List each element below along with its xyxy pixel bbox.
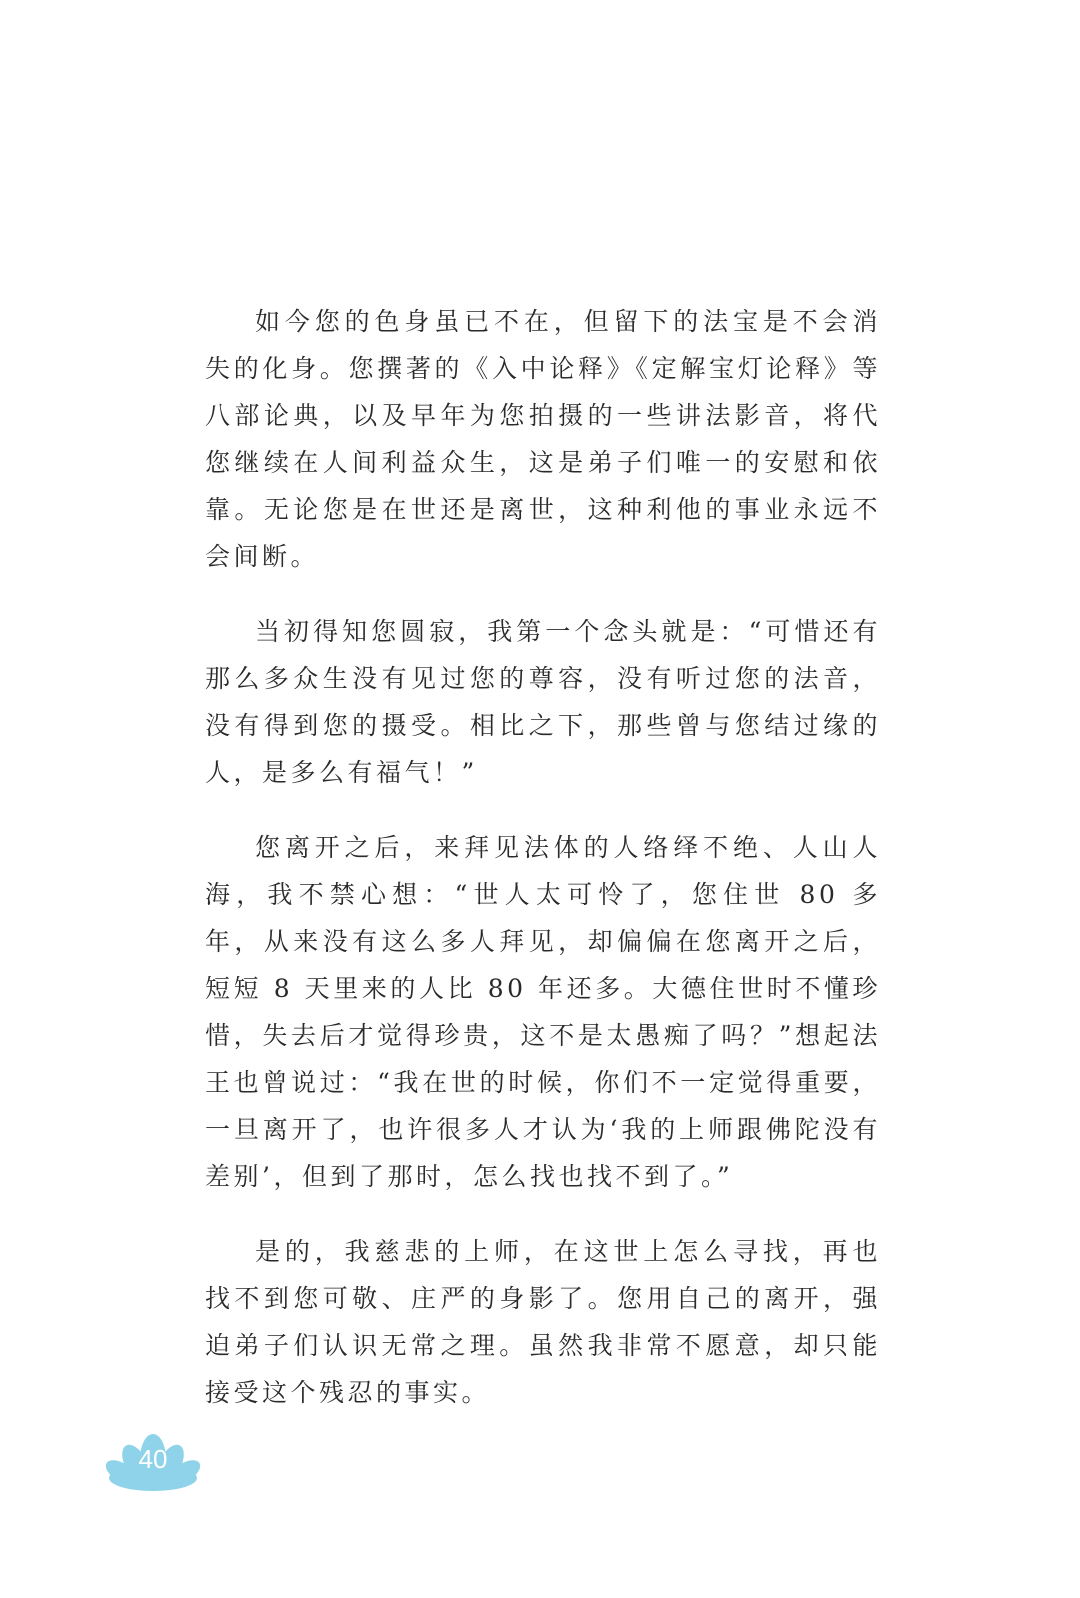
paragraph: 是的，我慈悲的上师，在这世上怎么寻找，再也找不到您可敬、庄严的身影了。您用自己的离开，强迫弟子们认识无常之理。虽然我非常不愿意，却只能接受这个残忍的事实。 — [205, 1237, 881, 1407]
paragraph: 如今您的色身虽已不在，但留下的法宝是不会消失的化身。您撰著的《入中论释》《定解宝灯论释》等八部论典，以及早年为您拍摄的一些讲法影音，将代您继续在人间利益众生，这是弟子们唯一的安慰和依靠。无论您是在世还是离世，这种利他的事业永远不会间断。 — [205, 307, 881, 571]
page-body — [205, 298, 881, 1444]
paragraph: 您离开之后，来拜见法体的人络绎不绝、人山人海，我不禁心想：“世人太可怜了，您住世 80 多年，从来没有这么多人拜见，却偏偏在您离开之后，短短 8 天里来的人比 80 年还多。大德住世时不懂珍惜，失去后才觉得珍贵，这不是太愚痴了吗？”想起法王也曾说过：“我在世的时候，你们不一定觉得重要，一旦离开了，也许很多人才认为‘我的上师跟佛陀没有差别’，但到了那时，怎么找也找不到了。” — [205, 833, 881, 1191]
paragraph: 当初得知您圆寂，我第一个念头就是：“可惜还有那么多众生没有见过您的尊容，没有听过您的法音，没有得到您的摄受。相比之下，那些曾与您结过缘的人，是多么有福气！” — [205, 617, 881, 787]
page-number-badge — [103, 1428, 203, 1498]
page-number: 40 — [138, 1444, 168, 1474]
